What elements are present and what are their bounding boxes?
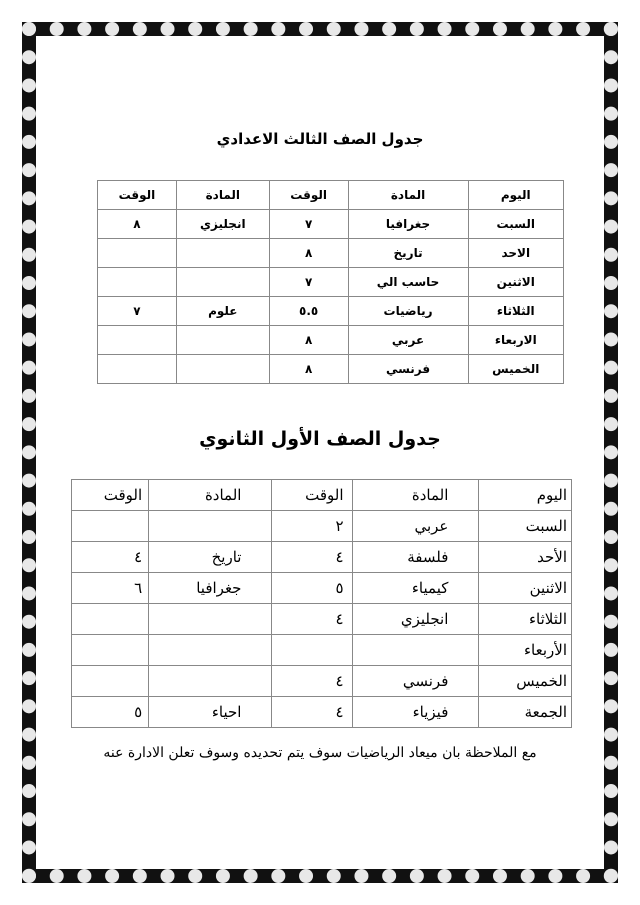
subject-cell: كيمياء — [352, 573, 479, 604]
time-cell: ٧ — [269, 210, 348, 239]
time-cell: ٧ — [269, 268, 348, 297]
day-cell: السبت — [479, 511, 572, 542]
header-cell: المادة — [352, 480, 479, 511]
time-cell — [98, 239, 177, 268]
day-cell: الاثنين — [479, 573, 572, 604]
header-cell: الوقت — [272, 480, 352, 511]
header-cell: الوقت — [72, 480, 149, 511]
time-cell: ٤ — [272, 697, 352, 728]
subject-cell: تاريخ — [149, 542, 272, 573]
header-cell: اليوم — [479, 480, 572, 511]
day-cell: الاثنين — [468, 268, 563, 297]
subject-cell: انجليزي — [352, 604, 479, 635]
table-row — [72, 604, 572, 635]
day-cell: الجمعة — [479, 697, 572, 728]
subject-cell — [352, 635, 479, 666]
table-row — [98, 239, 564, 268]
day-cell: الأحد — [479, 542, 572, 573]
table-row — [98, 326, 564, 355]
time-cell — [98, 268, 177, 297]
time-cell — [98, 355, 177, 384]
day-cell: الاحد — [468, 239, 563, 268]
day-cell: الثلاثاء — [479, 604, 572, 635]
table-header-row — [72, 480, 572, 511]
time-cell — [72, 604, 149, 635]
header-cell: الوقت — [98, 181, 177, 210]
table-row — [98, 268, 564, 297]
subject-cell: انجليزي — [176, 210, 269, 239]
time-cell: ٥ — [272, 573, 352, 604]
time-cell — [272, 635, 352, 666]
header-cell: الوقت — [269, 181, 348, 210]
subject-cell: عربي — [348, 326, 468, 355]
table-row — [72, 511, 572, 542]
title-secondary: جدول الصف الأول الثانوي — [199, 428, 441, 450]
day-cell: السبت — [468, 210, 563, 239]
table-row — [98, 355, 564, 384]
time-cell — [98, 326, 177, 355]
day-cell: الثلاثاء — [468, 297, 563, 326]
time-cell: ٥ — [72, 697, 149, 728]
subject-cell: جغرافيا — [348, 210, 468, 239]
header-cell: اليوم — [468, 181, 563, 210]
time-cell — [72, 666, 149, 697]
time-cell: ٨ — [269, 239, 348, 268]
table-row — [72, 542, 572, 573]
header-cell: المادة — [176, 181, 269, 210]
time-cell: ٧ — [98, 297, 177, 326]
subject-cell — [176, 326, 269, 355]
time-cell: ٨ — [269, 355, 348, 384]
subject-cell: فرنسي — [348, 355, 468, 384]
time-cell: ٤ — [272, 542, 352, 573]
table-prep — [97, 180, 564, 384]
time-cell — [72, 511, 149, 542]
subject-cell — [176, 268, 269, 297]
subject-cell: جغرافيا — [149, 573, 272, 604]
header-cell: المادة — [149, 480, 272, 511]
time-cell: ٢ — [272, 511, 352, 542]
title-prep: جدول الصف الثالث الاعدادي — [216, 130, 424, 148]
subject-cell: رياضيات — [348, 297, 468, 326]
subject-cell: احياء — [149, 697, 272, 728]
footnote: مع الملاحظة بان ميعاد الرياضيات سوف يتم تحديده وسوف تعلن الادارة عنه — [103, 745, 537, 761]
subject-cell — [149, 511, 272, 542]
subject-cell: فلسفة — [352, 542, 479, 573]
subject-cell: حاسب الي — [348, 268, 468, 297]
subject-cell: علوم — [176, 297, 269, 326]
subject-cell: فرنسي — [352, 666, 479, 697]
day-cell: الأربعاء — [479, 635, 572, 666]
subject-cell: فيزياء — [352, 697, 479, 728]
table-row — [72, 573, 572, 604]
day-cell: الخميس — [468, 355, 563, 384]
table-row — [72, 666, 572, 697]
table-header-row — [98, 181, 564, 210]
time-cell: ٨ — [269, 326, 348, 355]
table-row — [98, 297, 564, 326]
table-row — [72, 697, 572, 728]
day-cell: الاربعاء — [468, 326, 563, 355]
subject-cell — [149, 604, 272, 635]
subject-cell — [149, 666, 272, 697]
subject-cell — [176, 355, 269, 384]
subject-cell — [176, 239, 269, 268]
time-cell — [72, 635, 149, 666]
time-cell: ٦ — [72, 573, 149, 604]
time-cell: ٤ — [272, 604, 352, 635]
day-cell: الخميس — [479, 666, 572, 697]
table-row — [72, 635, 572, 666]
time-cell: ٤ — [272, 666, 352, 697]
subject-cell: تاريخ — [348, 239, 468, 268]
time-cell: ٤ — [72, 542, 149, 573]
subject-cell: عربي — [352, 511, 479, 542]
time-cell: ٨ — [98, 210, 177, 239]
subject-cell — [149, 635, 272, 666]
table-secondary — [71, 479, 572, 728]
table-row — [98, 210, 564, 239]
header-cell: المادة — [348, 181, 468, 210]
time-cell: ٥.٥ — [269, 297, 348, 326]
